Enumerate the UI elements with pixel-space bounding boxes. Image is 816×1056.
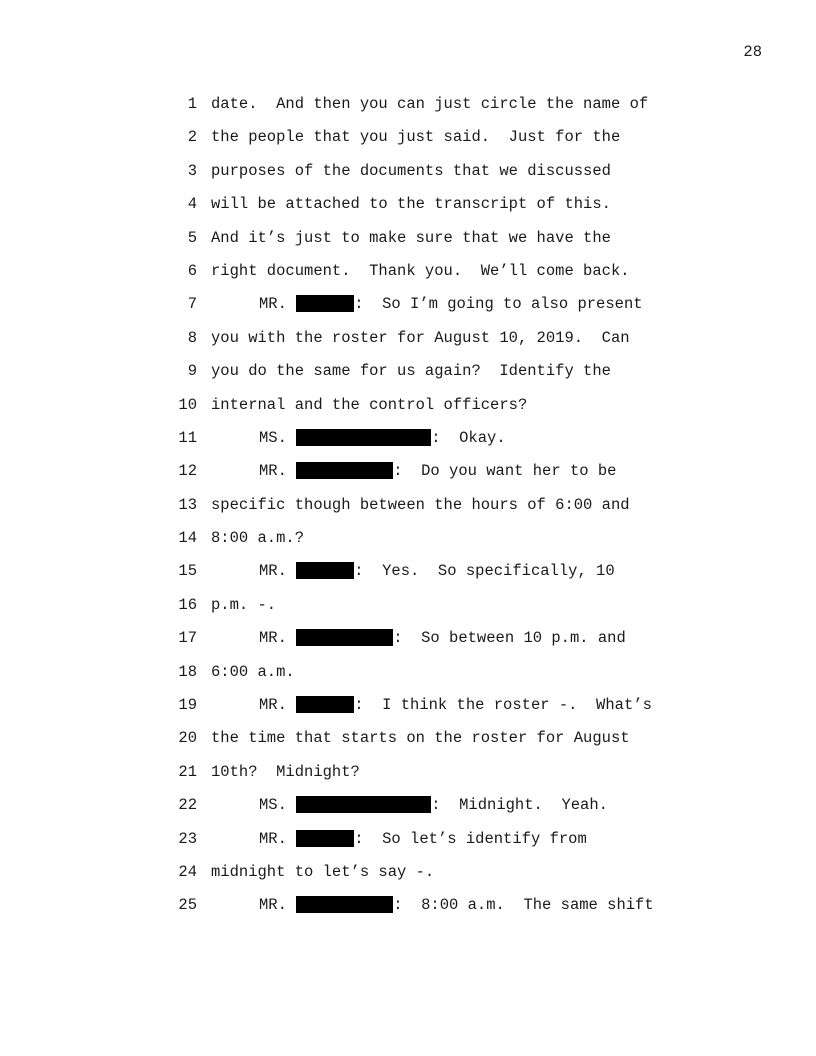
redaction-box [296, 830, 354, 847]
transcript-line [160, 262, 720, 295]
speaker-title: MS. [259, 428, 287, 447]
speaker-title: MR. [259, 462, 287, 481]
line-number: 19 [178, 696, 197, 715]
line-text: : Do you want her to be [393, 462, 617, 481]
transcript-line [160, 763, 720, 796]
transcript-line [160, 429, 720, 462]
line-number: 7 [187, 295, 197, 314]
line-text: : So I’m going to also present [354, 295, 643, 314]
transcript-line [160, 396, 720, 429]
redaction-box [296, 896, 393, 913]
redaction-box [296, 429, 431, 446]
transcript-line [160, 295, 720, 328]
line-text: you with the roster for August 10, 2019. Can [211, 328, 630, 347]
speaker-title: MS. [259, 796, 287, 815]
line-number: 17 [178, 629, 197, 648]
line-text: the time that starts on the roster for August [211, 729, 630, 748]
transcript-line [160, 462, 720, 495]
line-number: 2 [187, 128, 197, 147]
line-text: : So between 10 p.m. and [393, 629, 626, 648]
line-text: 6:00 a.m. [211, 662, 295, 681]
line-text: midnight to let’s say -. [211, 862, 435, 881]
line-number: 10 [178, 395, 197, 414]
line-text: 10th? Midnight? [211, 762, 360, 781]
line-number: 4 [187, 195, 197, 214]
line-text: : Okay. [431, 428, 506, 447]
transcript-line [160, 362, 720, 395]
transcript-line [160, 95, 720, 128]
line-number: 23 [178, 829, 197, 848]
line-number: 16 [178, 595, 197, 614]
line-text: : Yes. So specifically, 10 [354, 562, 615, 581]
line-number: 9 [187, 362, 197, 381]
speaker-title: MR. [259, 896, 287, 915]
redaction-box [296, 462, 393, 479]
line-text: date. And then you can just circle the name of [211, 95, 649, 113]
line-text: will be attached to the transcript of this. [211, 195, 611, 214]
line-number: 3 [187, 161, 197, 180]
line-text: right document. Thank you. We’ll come back. [211, 261, 630, 280]
transcript-line [160, 896, 720, 929]
line-number: 6 [187, 261, 197, 280]
line-text: : So let’s identify from [354, 829, 587, 848]
line-number: 8 [187, 328, 197, 347]
line-text: internal and the control officers? [211, 395, 528, 414]
line-text: specific though between the hours of 6:00 and [211, 495, 630, 514]
redaction-box [296, 696, 354, 713]
transcript-line [160, 629, 720, 662]
line-number: 22 [178, 796, 197, 815]
line-text: you do the same for us again? Identify the [211, 362, 611, 381]
speaker-title: MR. [259, 829, 287, 848]
line-number: 21 [178, 762, 197, 781]
transcript-line [160, 830, 720, 863]
transcript-line [160, 329, 720, 362]
transcript-line [160, 529, 720, 562]
redaction-box [296, 562, 354, 579]
transcript-line [160, 696, 720, 729]
line-number: 15 [178, 562, 197, 581]
line-number: 12 [178, 462, 197, 481]
speaker-title: MR. [259, 629, 287, 648]
redaction-box [296, 629, 393, 646]
line-number: 20 [178, 729, 197, 748]
transcript-line [160, 496, 720, 529]
line-text: And it’s just to make sure that we have the [211, 228, 611, 247]
redaction-box [296, 796, 431, 813]
line-number: 13 [178, 495, 197, 514]
line-text: : I think the roster -. What’s [354, 696, 652, 715]
transcript-line [160, 195, 720, 228]
page-number: 28 [743, 43, 762, 61]
transcript-line [160, 229, 720, 262]
line-text: : Midnight. Yeah. [431, 796, 608, 815]
line-number: 25 [178, 896, 197, 915]
transcript-line [160, 729, 720, 762]
speaker-title: MR. [259, 295, 287, 314]
line-text: 8:00 a.m.? [211, 529, 305, 548]
transcript-line [160, 863, 720, 896]
transcript-body [160, 95, 720, 930]
line-number: 24 [178, 862, 197, 881]
line-number: 18 [178, 662, 197, 681]
transcript-line [160, 162, 720, 195]
line-number: 5 [187, 228, 197, 247]
line-number: 1 [187, 95, 197, 113]
transcript-line [160, 796, 720, 829]
line-text: the people that you just said. Just for the [211, 128, 621, 147]
speaker-title: MR. [259, 562, 287, 581]
transcript-line [160, 596, 720, 629]
line-number: 11 [178, 428, 197, 447]
transcript-line [160, 562, 720, 595]
line-text: : 8:00 a.m. The same shift [393, 896, 654, 915]
line-text: purposes of the documents that we discussed [211, 161, 611, 180]
line-text: p.m. -. [211, 595, 277, 614]
line-number: 14 [178, 529, 197, 548]
transcript-line [160, 663, 720, 696]
transcript-line [160, 128, 720, 161]
speaker-title: MR. [259, 696, 287, 715]
redaction-box [296, 295, 354, 312]
